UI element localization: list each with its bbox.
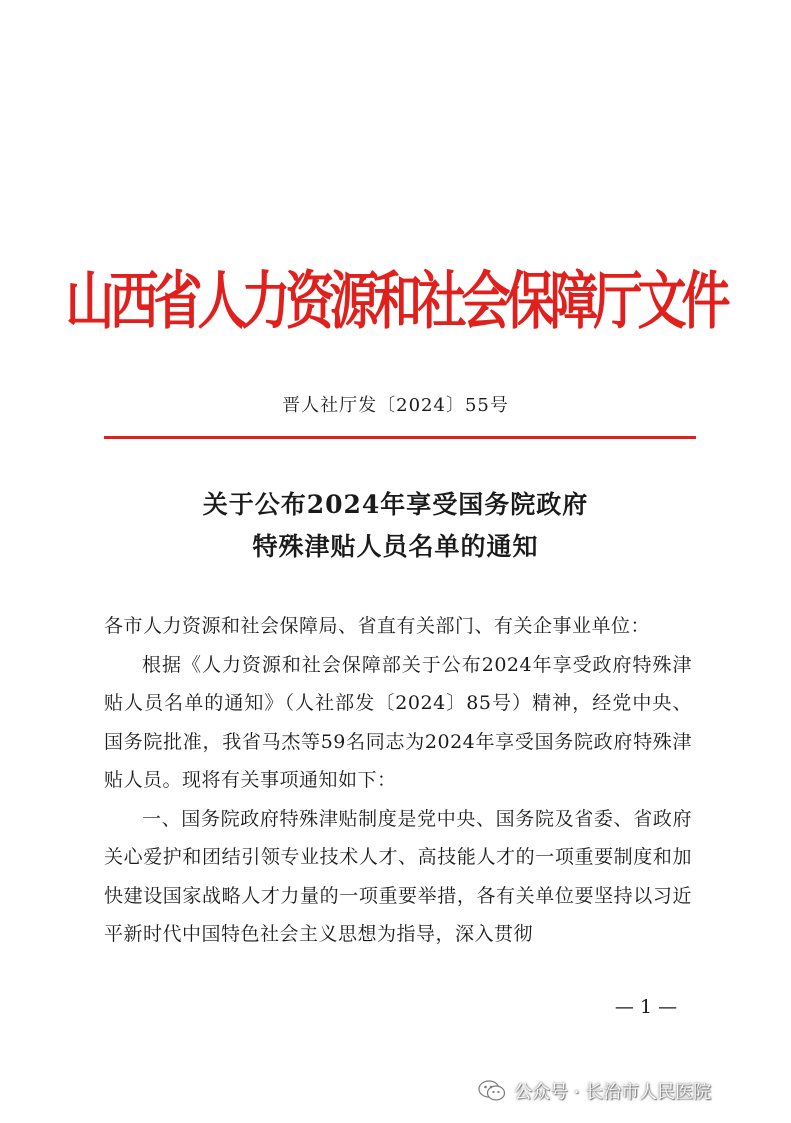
page-number: — 1 — xyxy=(614,996,678,1018)
notice-title-line-1: 关于公布2024年享受国务院政府 xyxy=(202,490,589,519)
document-number: 晋人社厅发〔2024〕55号 xyxy=(282,395,509,416)
notice-title-line-2: 特殊津贴人员名单的通知 xyxy=(252,532,539,561)
wechat-icon xyxy=(478,1079,506,1103)
body-paragraph: 一、国务院政府特殊津贴制度是党中央、国务院及省委、省政府关心爱护和团结引领专业技术人才、高技能人才的一项重要制度和加快建设国家战略人才力量的一项重要举措，各有关单位要坚持以习近平新时代中国特色社会主义思想为指导，深入贯彻 xyxy=(104,807,692,945)
document-body xyxy=(104,607,692,954)
document-header-title: 山西省人力资源和社会保障厅文件 xyxy=(65,264,726,338)
addressee-line: 各市人力资源和社会保障局、省直有关部门、有关企事业单位： xyxy=(104,615,651,637)
red-divider-line xyxy=(104,436,696,439)
wechat-watermark xyxy=(478,1074,711,1108)
notice-title xyxy=(0,484,791,568)
watermark-text: 公众号 · 长治市人民医院 xyxy=(514,1082,712,1103)
body-paragraph: 根据《人力资源和社会保障部关于公布2024年享受政府特殊津贴人员名单的通知》（人社部发〔2024〕85号）精神，经党中央、国务院批准，我省马杰等59名同志为2024年享受国务院政府特殊津贴人员。现将有关事项通知如下： xyxy=(104,653,692,791)
